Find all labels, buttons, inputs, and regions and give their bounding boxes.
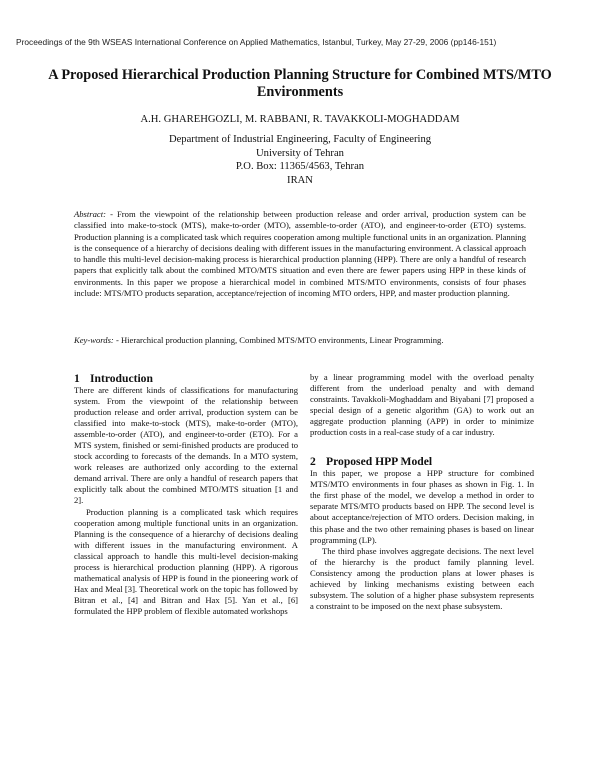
intro-paragraph-2: Production planning is a complicated task which requires cooperation among multiple functional units in an organization. Planning is the consequence of a hierarchy of decisions dealing with different issues in the manufacturing environment. A classical approach to handle this multi-level decision-making process is hierarchical production planning (HPP). A rigorous mathematical analysis of HPP is found in the pioneering work of Hax and Meal [3]. Theoretical work on the topic has followed by Bitran et al., [4] and Bitran and Hax [5]. Yan et al., [6] formulated the HPP problem of flexible automated workshops [74, 506, 298, 616]
affiliation-university: University of Tehran [256, 147, 344, 159]
right-column [310, 372, 534, 612]
section-number: 2 [310, 455, 316, 469]
section-title: Introduction [90, 372, 153, 385]
paper-authors: A.H. GHAREHGOZLI, M. RABBANI, R. TAVAKKOLI-MOGHADDAM [140, 114, 460, 125]
keywords-text: - Hierarchical production planning, Combined MTS/MTO environments, Linear Programming. [115, 335, 444, 345]
affiliation-address: P.O. Box: 11365/4563, Tehran [235, 161, 365, 172]
affiliation-country: IRAN [287, 174, 313, 186]
author-affiliation [40, 133, 560, 187]
intro-paragraph-1: There are different kinds of classifications for manufacturing system. From the viewpoint of the relationship between production release and order arrival, production system can be classified into make-to-stock (MTS), make-to-order (MTO), assemble-to-order (ATO), and engineer-to-order (ETO). For a MTS system, finished or semi-finished products are produced to stock according to forecasts of the demands. In a MTO system, work releases are authorized only according to the external demand arrival. There are only a handful of research papers that explicitly talk about the combined MTO/MTS situation [1 and 2]. [74, 385, 298, 506]
abstract [74, 209, 526, 299]
section-number: 1 [74, 372, 80, 385]
abstract-text: - From the viewpoint of the relationship between production release and order arrival, production system can be classified into make-to-stock (MTS), make-to-order (MTO), assemble-to-order (ATO), and engineer-to-order (ETO) systems. Production planning is a complicated task which requires cooperation among multiple functional units in an organization. Planning is the consequence of a hierarchy of decisions dealing with different issues in the manufacturing environment. A classical approach to handle this multi-level decision-making process is hierarchical production planning (HPP). There are only a handful of research papers that explicitly talk about the combined MTO/MTS situation and even there are fewer papers using HPP in these kinds of environments. In this paper we propose a hierarchical model in combined MTS/MTO environments, consists of four phases include: MTS/MTO products separation, acceptance/rejection of incoming MTO orders, HPP, and master production planning. [74, 209, 526, 298]
left-column [74, 372, 298, 617]
abstract-label: Abstract: [74, 209, 106, 219]
affiliation-department: Department of Industrial Engineering, Faculty of Engineering [168, 134, 432, 145]
paper-title: A Proposed Hierarchical Production Planning Structure for Combined MTS/MTO Environments [48, 67, 552, 100]
keywords-label: Key-words: [74, 335, 114, 345]
intro-paragraph-3: by a linear programming model with the overload penalty different from the underload penalty and with demand constraints. Tavakkoli-Moghaddam and Biyabani [7] proposed a special design of a genetic algorithm (GA) to work out an aggregate production planning (APP) in order to minimize production costs in a real-case study of a car industry. [310, 372, 534, 438]
keywords [74, 335, 526, 346]
model-paragraph-1: In this paper, we propose a HPP structure for combined MTS/MTO environments in four phases as shown in Fig. 1. In the first phase of the model, we develop a method in order to separate MTS/MTO products based on HPP. The second level is about acceptance/rejection of MTO orders. Decision making, in this phase and the two other remaining phases is based on linear programming (LP). [310, 468, 534, 545]
section-title: Proposed HPP Model [326, 455, 433, 469]
model-paragraph-2: The third phase involves aggregate decisions. The next level of the hierarchy is the product family planning level. Consistency among the production plans at lower phases is achieved by linking mechanisms existing between each subsystem. The solution of a higher phase subsystem represents a constraint to be imposed on the next phase subsystem. [310, 545, 534, 611]
section-heading-introduction [74, 372, 298, 385]
proceedings-header: Proceedings of the 9th WSEAS International Conference on Applied Mathematics, Istanbul, Turkey, May 27-29, 2006 (pp146-151) [16, 37, 497, 47]
section-heading-proposed-model [310, 455, 534, 468]
